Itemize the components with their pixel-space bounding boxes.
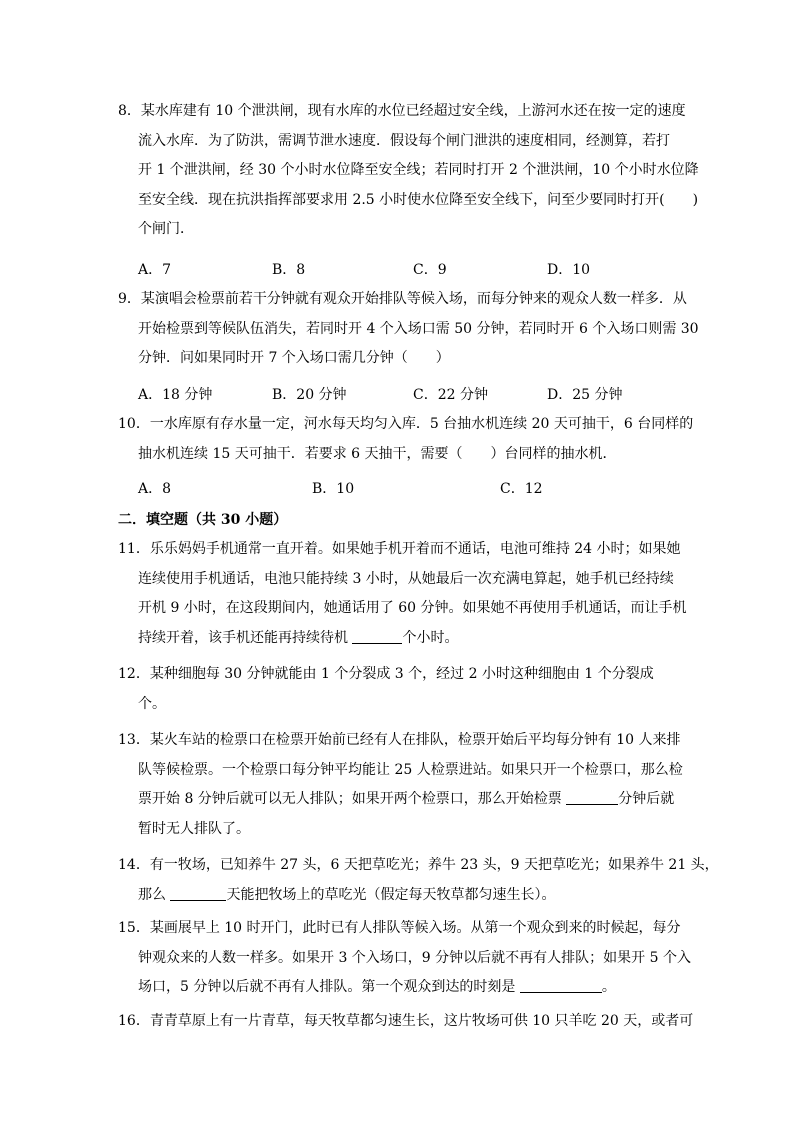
question-8-line: 开 1 个泄洪闸，经 30 个小时水位降至安全线；若同时打开 2 个泄洪闸，10 个小时水位降 xyxy=(138,162,699,178)
answer-blank[interactable] xyxy=(566,790,618,805)
question-11-text: 持续开着，该手机还能再持续待机 xyxy=(138,629,353,646)
question-13-line: 队等候检票。一个检票口每分钟平均能让 25 人检票进站。如果只开一个检票口，那么检 xyxy=(138,761,683,778)
section-heading-fill-in: 二．填空题（共 30 小题） xyxy=(118,512,288,528)
option-b: B．20 分钟 xyxy=(272,387,347,403)
question-11-text: 个小时。 xyxy=(402,629,459,646)
question-14-line: 14．有一牧场，已知养牛 27 头，6 天把草吃光；养牛 23 头，9 天把草吃光；如果养牛 21 头， xyxy=(118,857,719,873)
question-13-line: 暂时无人排队了。 xyxy=(138,820,250,837)
question-10 xyxy=(118,410,698,469)
question-16 xyxy=(118,1007,698,1037)
question-8-line: 流入水库．为了防洪，需调节泄水速度．假设每个闸门泄洪的速度相同，经测算，若打 xyxy=(138,132,670,149)
option-b: B．8 xyxy=(272,262,306,278)
question-8-line: 至安全线．现在抗洪指挥部要求用 2.5 小时使水位降至安全线下，问至少要同时打开( ) xyxy=(138,191,699,208)
question-11-line: 开机 9 小时，在这段期间内，她通话用了 60 分钟。如果她不再使用手机通话，而让手机 xyxy=(138,600,687,616)
question-9-line: 9．某演唱会检票前若干分钟就有观众开始排队等候入场，而每分钟来的观众人数一样多．从 xyxy=(118,291,687,307)
question-13-text: 票开始 8 分钟后就可以无人排队；如果开两个检票口，那么开始检票 xyxy=(138,791,567,807)
question-11 xyxy=(118,535,698,653)
question-11-line: 11．乐乐妈妈手机通常一直开着。如果她手机开着而不通话，电池可维持 24 小时；如果她 xyxy=(118,541,681,557)
question-8-line: 8．某水库建有 10 个泄洪闸，现有水库的水位已经超过安全线，上游河水还在按一定的速度 xyxy=(118,103,686,119)
question-11-line: 连续使用手机通话，电池只能持续 3 小时，从她最后一次充满电算起，她手机已经持续 xyxy=(138,570,674,587)
option-a: A．7 xyxy=(138,262,172,278)
question-10-line: 10．一水库原有存水量一定，河水每天均匀入库．5 台抽水机连续 20 天可抽干，6 台同样的 xyxy=(118,416,694,432)
question-15 xyxy=(118,914,698,1003)
option-d: D．10 xyxy=(547,262,591,278)
question-14 xyxy=(118,851,719,910)
question-13-text: 分钟后就 xyxy=(618,791,675,807)
question-15-line xyxy=(118,973,698,1003)
question-15-text: 场口，5 分钟以后就不再有人排队。第一个观众到达的时刻是 xyxy=(138,979,520,995)
question-12-line: 个。 xyxy=(138,695,166,712)
question-15-line: 钟观众来的人数一样多。如果开 3 个入场口，9 分钟以后就不再有人排队；如果开 5 个入 xyxy=(138,949,691,966)
question-12 xyxy=(118,660,698,719)
question-9 xyxy=(118,285,698,374)
option-d: D．25 分钟 xyxy=(547,387,623,403)
question-15-text: 。 xyxy=(601,979,616,995)
option-c: C．9 xyxy=(413,262,447,278)
question-12-line: 12．某种细胞每 30 分钟就能由 1 个分裂成 3 个，经过 2 小时这种细胞由 1 个分裂成 xyxy=(118,666,654,682)
option-c: C．12 xyxy=(500,481,543,497)
option-b: B．10 xyxy=(312,481,355,497)
question-14-line xyxy=(118,881,698,911)
question-16-line: 16．青青草原上有一片青草，每天牧草都匀速生长，这片牧场可供 10 只羊吃 20 天，或者可 xyxy=(118,1013,694,1029)
option-a: A．18 分钟 xyxy=(138,387,213,403)
question-15-line: 15．某画展早上 10 时开门，此时已有人排队等候入场。从第一个观众到来的时候起，每分 xyxy=(118,920,681,936)
question-10-line: 抽水机连续 15 天可抽干．若要求 6 天抽干，需要（ ）台同样的抽水机． xyxy=(138,445,617,462)
option-c: C．22 分钟 xyxy=(413,387,488,403)
answer-blank[interactable] xyxy=(352,629,402,644)
answer-blank[interactable] xyxy=(170,886,226,901)
question-13 xyxy=(118,726,698,844)
answer-blank[interactable] xyxy=(520,978,602,993)
question-13-line: 13．某火车站的检票口在检票开始前已经有人在排队，检票开始后平均每分钟有 10 人来排 xyxy=(118,732,681,748)
question-14-text: 那么 xyxy=(138,886,171,903)
question-13-line xyxy=(118,785,698,815)
question-11-line xyxy=(118,624,698,654)
question-8-line: 个闸门． xyxy=(138,221,194,237)
option-a: A．8 xyxy=(138,481,172,497)
question-14-text: 天能把牧场上的草吃光（假定每天牧草都匀速生长）。 xyxy=(226,886,556,903)
question-8 xyxy=(118,97,698,245)
question-9-line: 开始检票到等候队伍消失，若同时开 4 个入场口需 50 分钟，若同时开 6 个入场口则需 30 xyxy=(138,320,699,337)
question-9-line: 分钟．问如果同时开 7 个入场口需几分钟（ ） xyxy=(138,350,450,366)
